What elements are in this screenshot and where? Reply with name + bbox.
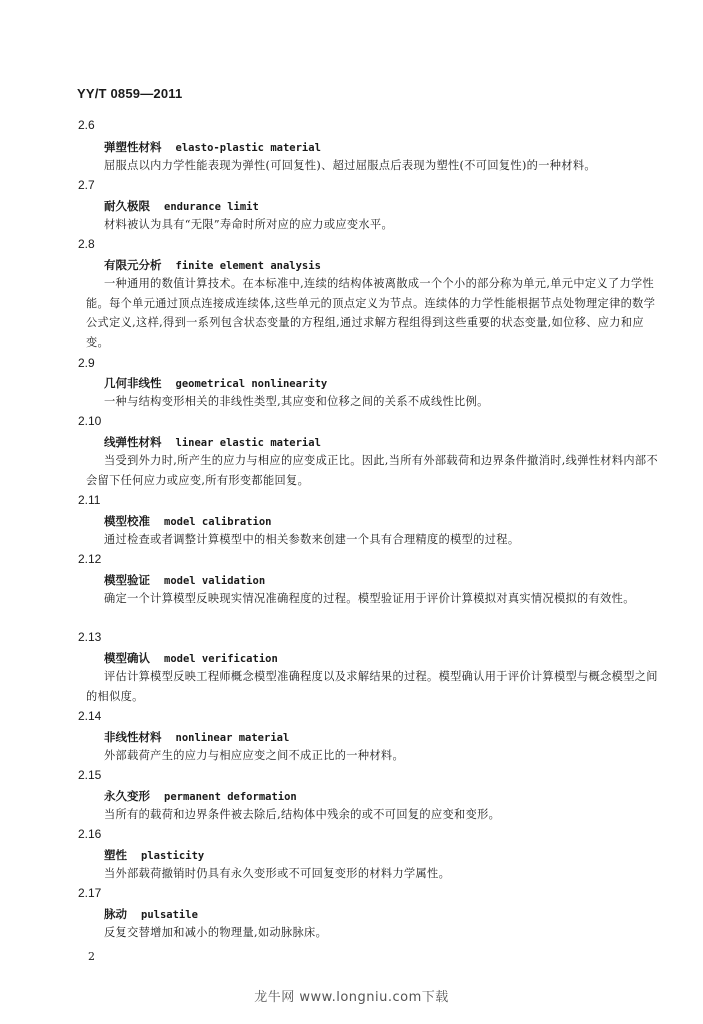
entry-term — [104, 375, 327, 391]
entry-term — [104, 847, 204, 863]
term-english: linear elastic material — [175, 437, 321, 449]
entry-number: 2.15 — [78, 768, 102, 782]
entry-term — [104, 572, 265, 588]
entry-term — [104, 139, 321, 155]
entry-term — [104, 729, 289, 745]
entry-number: 2.11 — [78, 493, 101, 507]
entry-definition: 反复交替增加和减小的物理量,如动脉脉床。 — [104, 926, 328, 939]
entry-definition: 评估计算模型反映工程师概念模型准确程度以及求解结果的过程。模型确认用于评价计算模型与概念模型之间的相似度。 — [86, 670, 658, 703]
entry-number: 2.6 — [78, 118, 95, 132]
term-english: finite element analysis — [175, 260, 321, 272]
entry-definition: 材料被认为具有“无限”寿命时所对应的应力或应变水平。 — [104, 218, 394, 231]
term-chinese: 几何非线性 — [104, 376, 162, 390]
entry-definition: 当外部载荷撤销时仍具有永久变形或不可回复变形的材料力学属性。 — [104, 867, 451, 880]
term-chinese: 有限元分析 — [104, 258, 162, 272]
entry-definition: 屈服点以内力学性能表现为弹性(可回复性)、超过屈服点后表现为塑性(不可回复性)的一种材料。 — [104, 159, 596, 172]
term-chinese: 脉动 — [104, 907, 127, 921]
entry-term — [104, 788, 297, 804]
term-english: elasto-plastic material — [175, 142, 321, 154]
entry-term — [104, 906, 198, 922]
entry-term — [104, 198, 259, 214]
entry-term — [104, 650, 278, 666]
term-chinese: 模型确认 — [104, 651, 150, 665]
term-chinese: 模型验证 — [104, 573, 150, 587]
entry-number: 2.14 — [78, 709, 102, 723]
term-english: plasticity — [141, 850, 205, 862]
entry-number: 2.9 — [78, 356, 95, 370]
term-chinese: 弹塑性材料 — [104, 140, 162, 154]
term-english: pulsatile — [141, 909, 198, 921]
entry-number: 2.17 — [78, 886, 102, 900]
term-chinese: 耐久极限 — [104, 199, 150, 213]
entry-definition: 确定一个计算模型反映现实情况准确程度的过程。模型验证用于评价计算模拟对真实情况模拟的有效性。 — [104, 592, 635, 605]
entry-number: 2.7 — [78, 178, 95, 192]
term-english: nonlinear material — [175, 732, 290, 744]
term-english: model verification — [164, 653, 278, 665]
term-chinese: 塑性 — [104, 848, 127, 862]
term-english: endurance limit — [164, 201, 259, 213]
entry-definition: 一种与结构变形相关的非线性类型,其应变和位移之间的关系不成线性比例。 — [104, 395, 489, 408]
term-english: model calibration — [164, 516, 272, 528]
entry-definition: 一种通用的数值计算技术。在本标准中,连续的结构体被离散成一个个小的部分称为单元,单元中定义了力学性能。每个单元通过顶点连接成连续体,这些单元的顶点定义为节点。连续体的力学性能根据节点处物理定律的数学公式定义,这样,得到一系列包含状态变量的方程组,通过求解方程组得到这些重要的状态变量,如位移、应力和应变。 — [86, 277, 656, 349]
term-chinese: 永久变形 — [104, 789, 150, 803]
standard-code: YY/T 0859—2011 — [77, 86, 183, 101]
entry-number: 2.13 — [78, 630, 102, 644]
term-english: model validation — [164, 575, 266, 587]
entry-number: 2.16 — [78, 827, 102, 841]
entry-term — [104, 513, 271, 529]
term-chinese: 非线性材料 — [104, 730, 162, 744]
page-number: 2 — [88, 950, 95, 963]
entry-definition: 通过检查或者调整计算模型中的相关参数来创建一个具有合理精度的模型的过程。 — [104, 533, 520, 546]
entry-number: 2.12 — [78, 552, 102, 566]
download-watermark: 龙牛网 www.longniu.com下载 — [254, 990, 449, 1005]
entry-number: 2.8 — [78, 237, 95, 251]
term-english: geometrical nonlinearity — [175, 378, 328, 390]
entry-definition: 外部载荷产生的应力与相应应变之间不成正比的一种材料。 — [104, 749, 404, 762]
term-chinese: 模型校准 — [104, 514, 150, 528]
entry-term — [104, 434, 321, 450]
entry-term — [104, 257, 321, 273]
entry-definition: 当所有的载荷和边界条件被去除后,结构体中残余的或不可回复的应变和变形。 — [104, 808, 501, 821]
term-chinese: 线弹性材料 — [104, 435, 162, 449]
entry-number: 2.10 — [78, 414, 102, 428]
entry-definition: 当受到外力时,所产生的应力与相应的应变成正比。因此,当所有外部载荷和边界条件撤消时,线弹性材料内部不会留下任何应力或应变,所有形变都能回复。 — [86, 454, 658, 487]
term-english: permanent deformation — [164, 791, 297, 803]
